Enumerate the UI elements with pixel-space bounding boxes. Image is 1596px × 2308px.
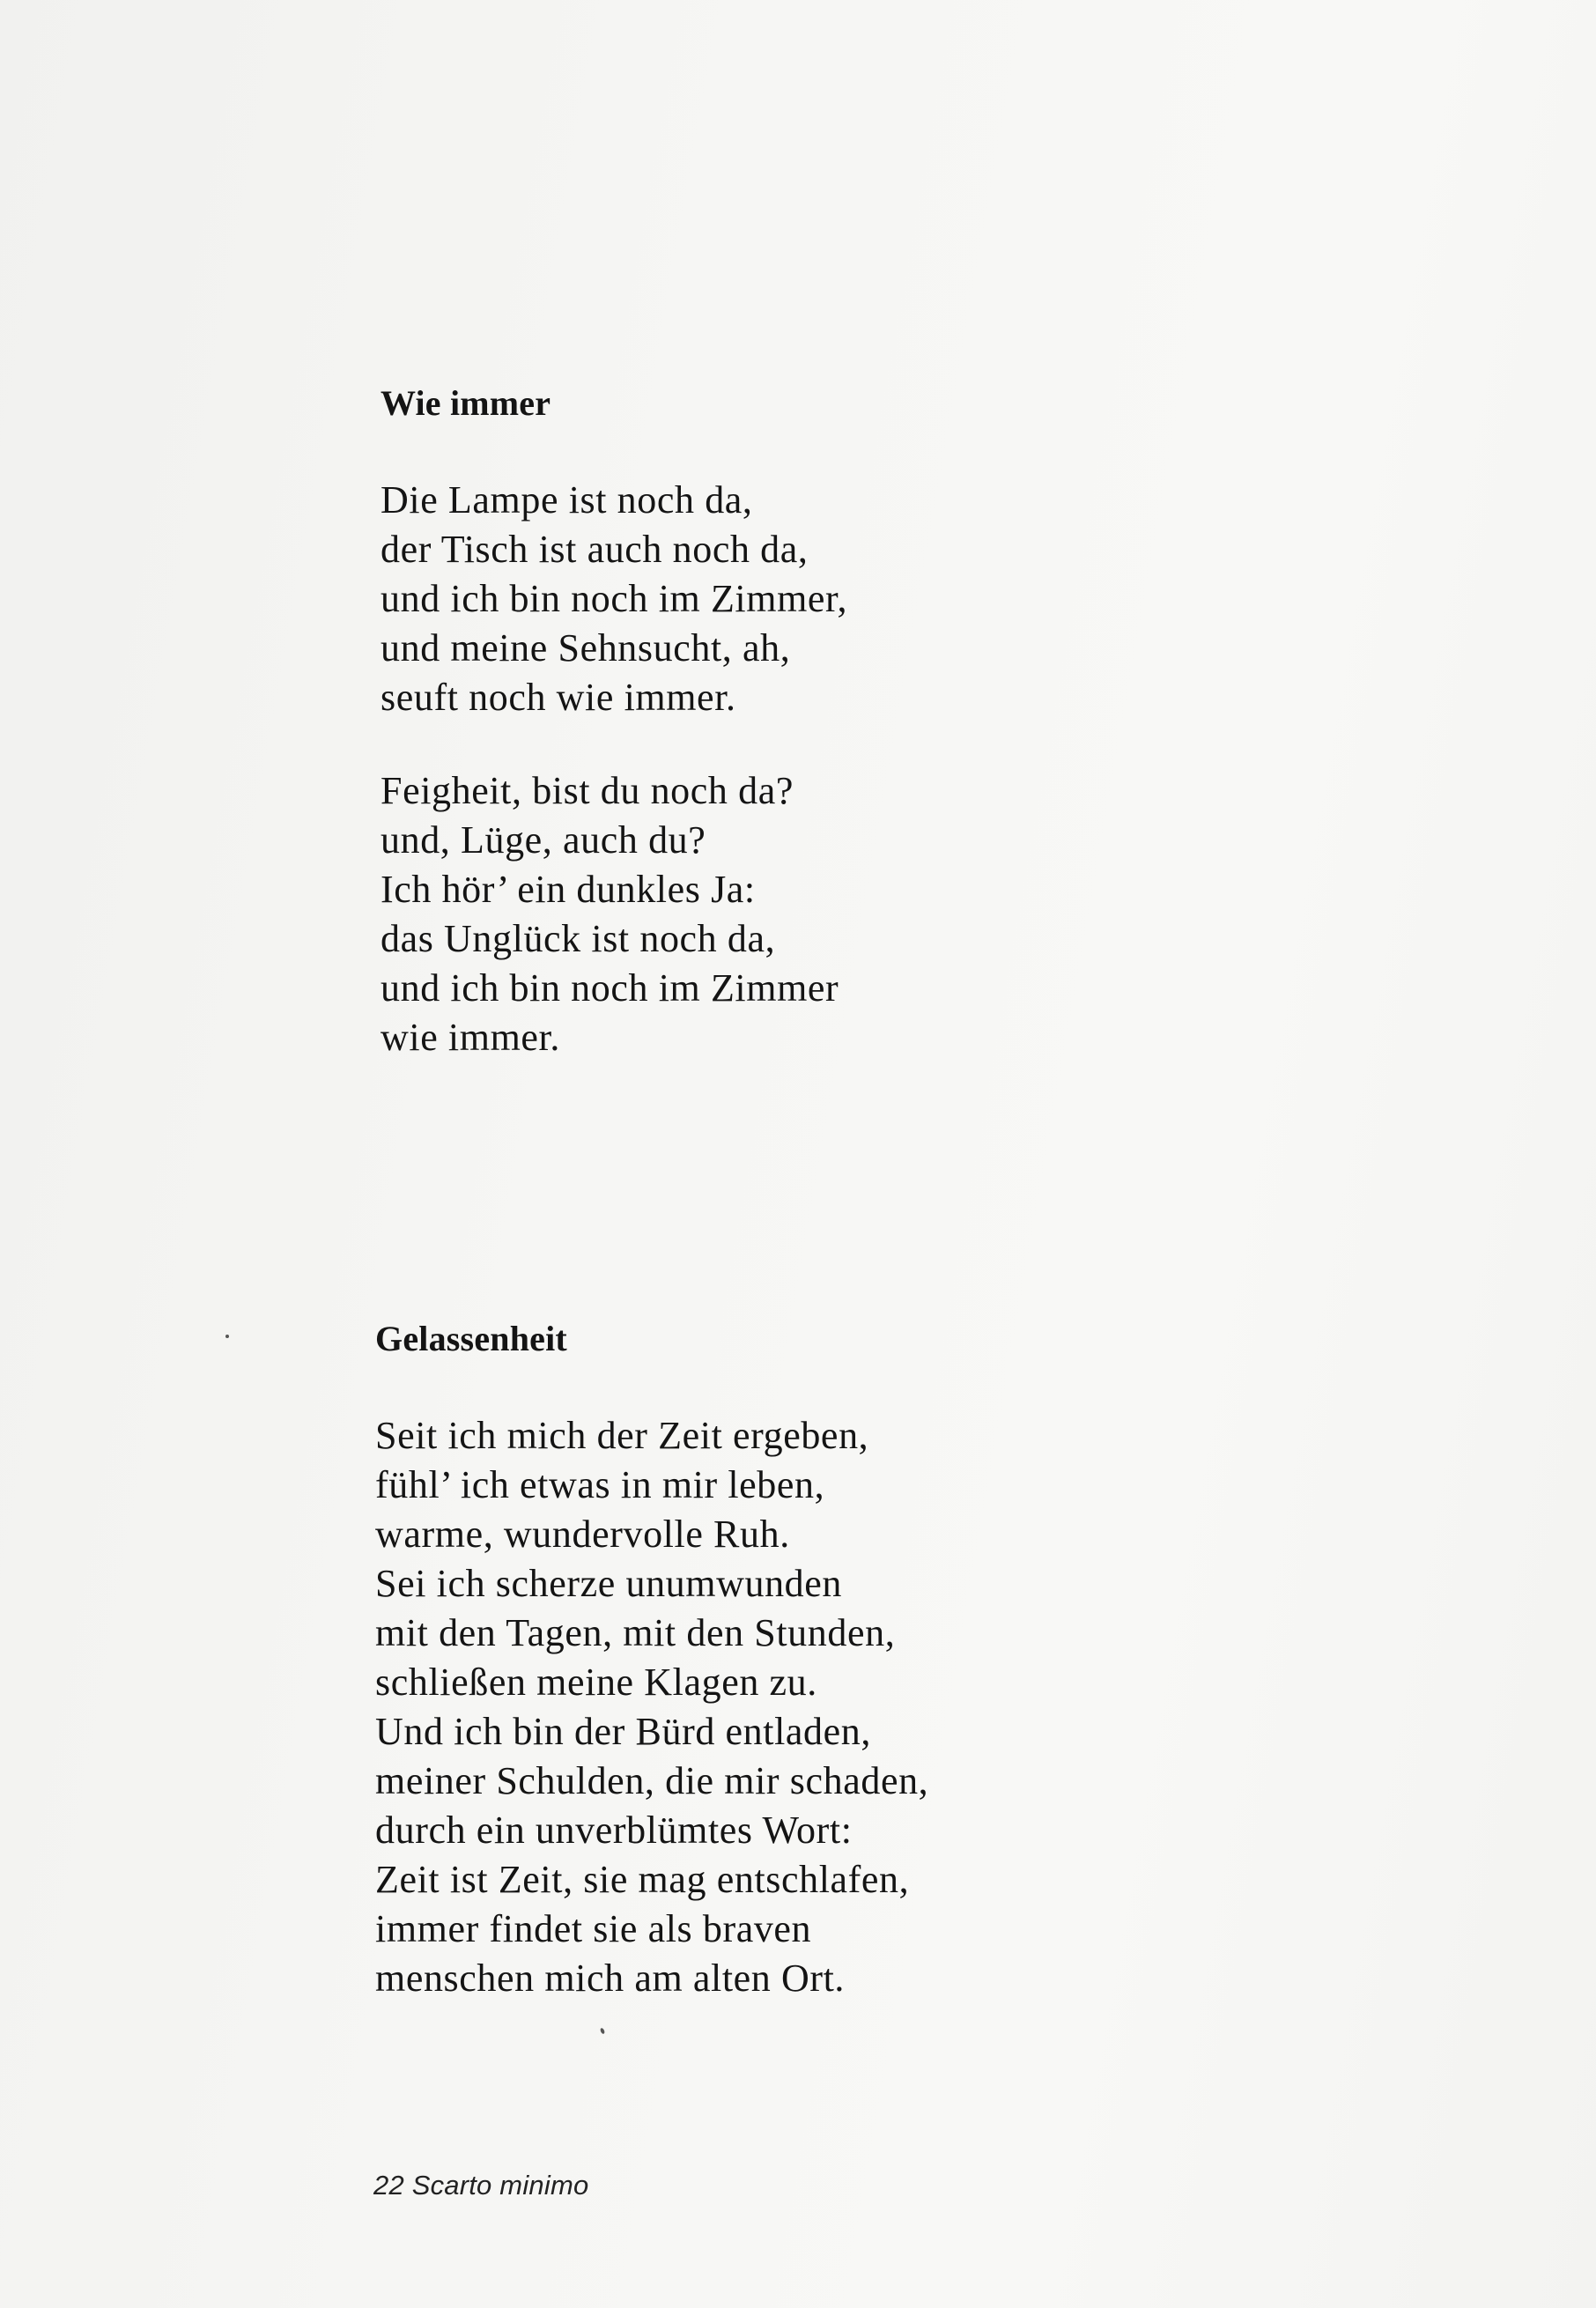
poem-line: wie immer. <box>381 1016 560 1059</box>
poem-line: Ich hör’ ein dunkles Ja: <box>381 868 756 911</box>
poem-line: schließen meine Klagen zu. <box>375 1661 817 1704</box>
poem-line: Sei ich scherze unumwunden <box>375 1562 843 1605</box>
stanza <box>381 766 847 1062</box>
poem-line: menschen mich am alten Ort. <box>375 1957 846 2000</box>
poem-line: meiner Schulden, die mir schaden, <box>375 1759 929 1802</box>
poem-line: fühl’ ich etwas in mir leben, <box>375 1463 825 1506</box>
paper-speck <box>225 1335 229 1338</box>
poem-line: seuft noch wie immer. <box>381 676 736 719</box>
poem-line: Feigheit, bist du noch da? <box>381 769 794 812</box>
poem-line: Und ich bin der Bürd entladen, <box>375 1710 871 1753</box>
stanza <box>381 476 847 722</box>
poem-line: Die Lampe ist noch da, <box>381 478 753 522</box>
page-footer: 22 Scarto minimo <box>373 2170 589 2201</box>
poem-line: Seit ich mich der Zeit ergeben, <box>375 1414 869 1457</box>
poem-line: und ich bin noch im Zimmer <box>381 966 839 1010</box>
poem-line: das Unglück ist noch da, <box>381 917 776 960</box>
poem-line: und ich bin noch im Zimmer, <box>381 577 848 620</box>
poem-line: durch ein unverblümtes Wort: <box>375 1809 853 1852</box>
poem-title: Wie immer <box>381 383 551 423</box>
poem-line: und, Lüge, auch du? <box>381 818 706 862</box>
poem-line: Zeit ist Zeit, sie mag entschlafen, <box>375 1858 910 1901</box>
poem-line: und meine Sehnsucht, ah, <box>381 626 791 669</box>
stanza <box>375 1411 928 2003</box>
poem-gelassenheit <box>375 1314 928 2047</box>
poem-line: immer findet sie als braven <box>375 1907 812 1950</box>
poem-line: mit den Tagen, mit den Stunden, <box>375 1611 896 1654</box>
poem-line: der Tisch ist auch noch da, <box>381 528 809 571</box>
poem-wie-immer <box>381 379 847 1106</box>
poem-title: Gelassenheit <box>375 1319 567 1358</box>
poem-line: warme, wundervolle Ruh. <box>375 1513 790 1556</box>
